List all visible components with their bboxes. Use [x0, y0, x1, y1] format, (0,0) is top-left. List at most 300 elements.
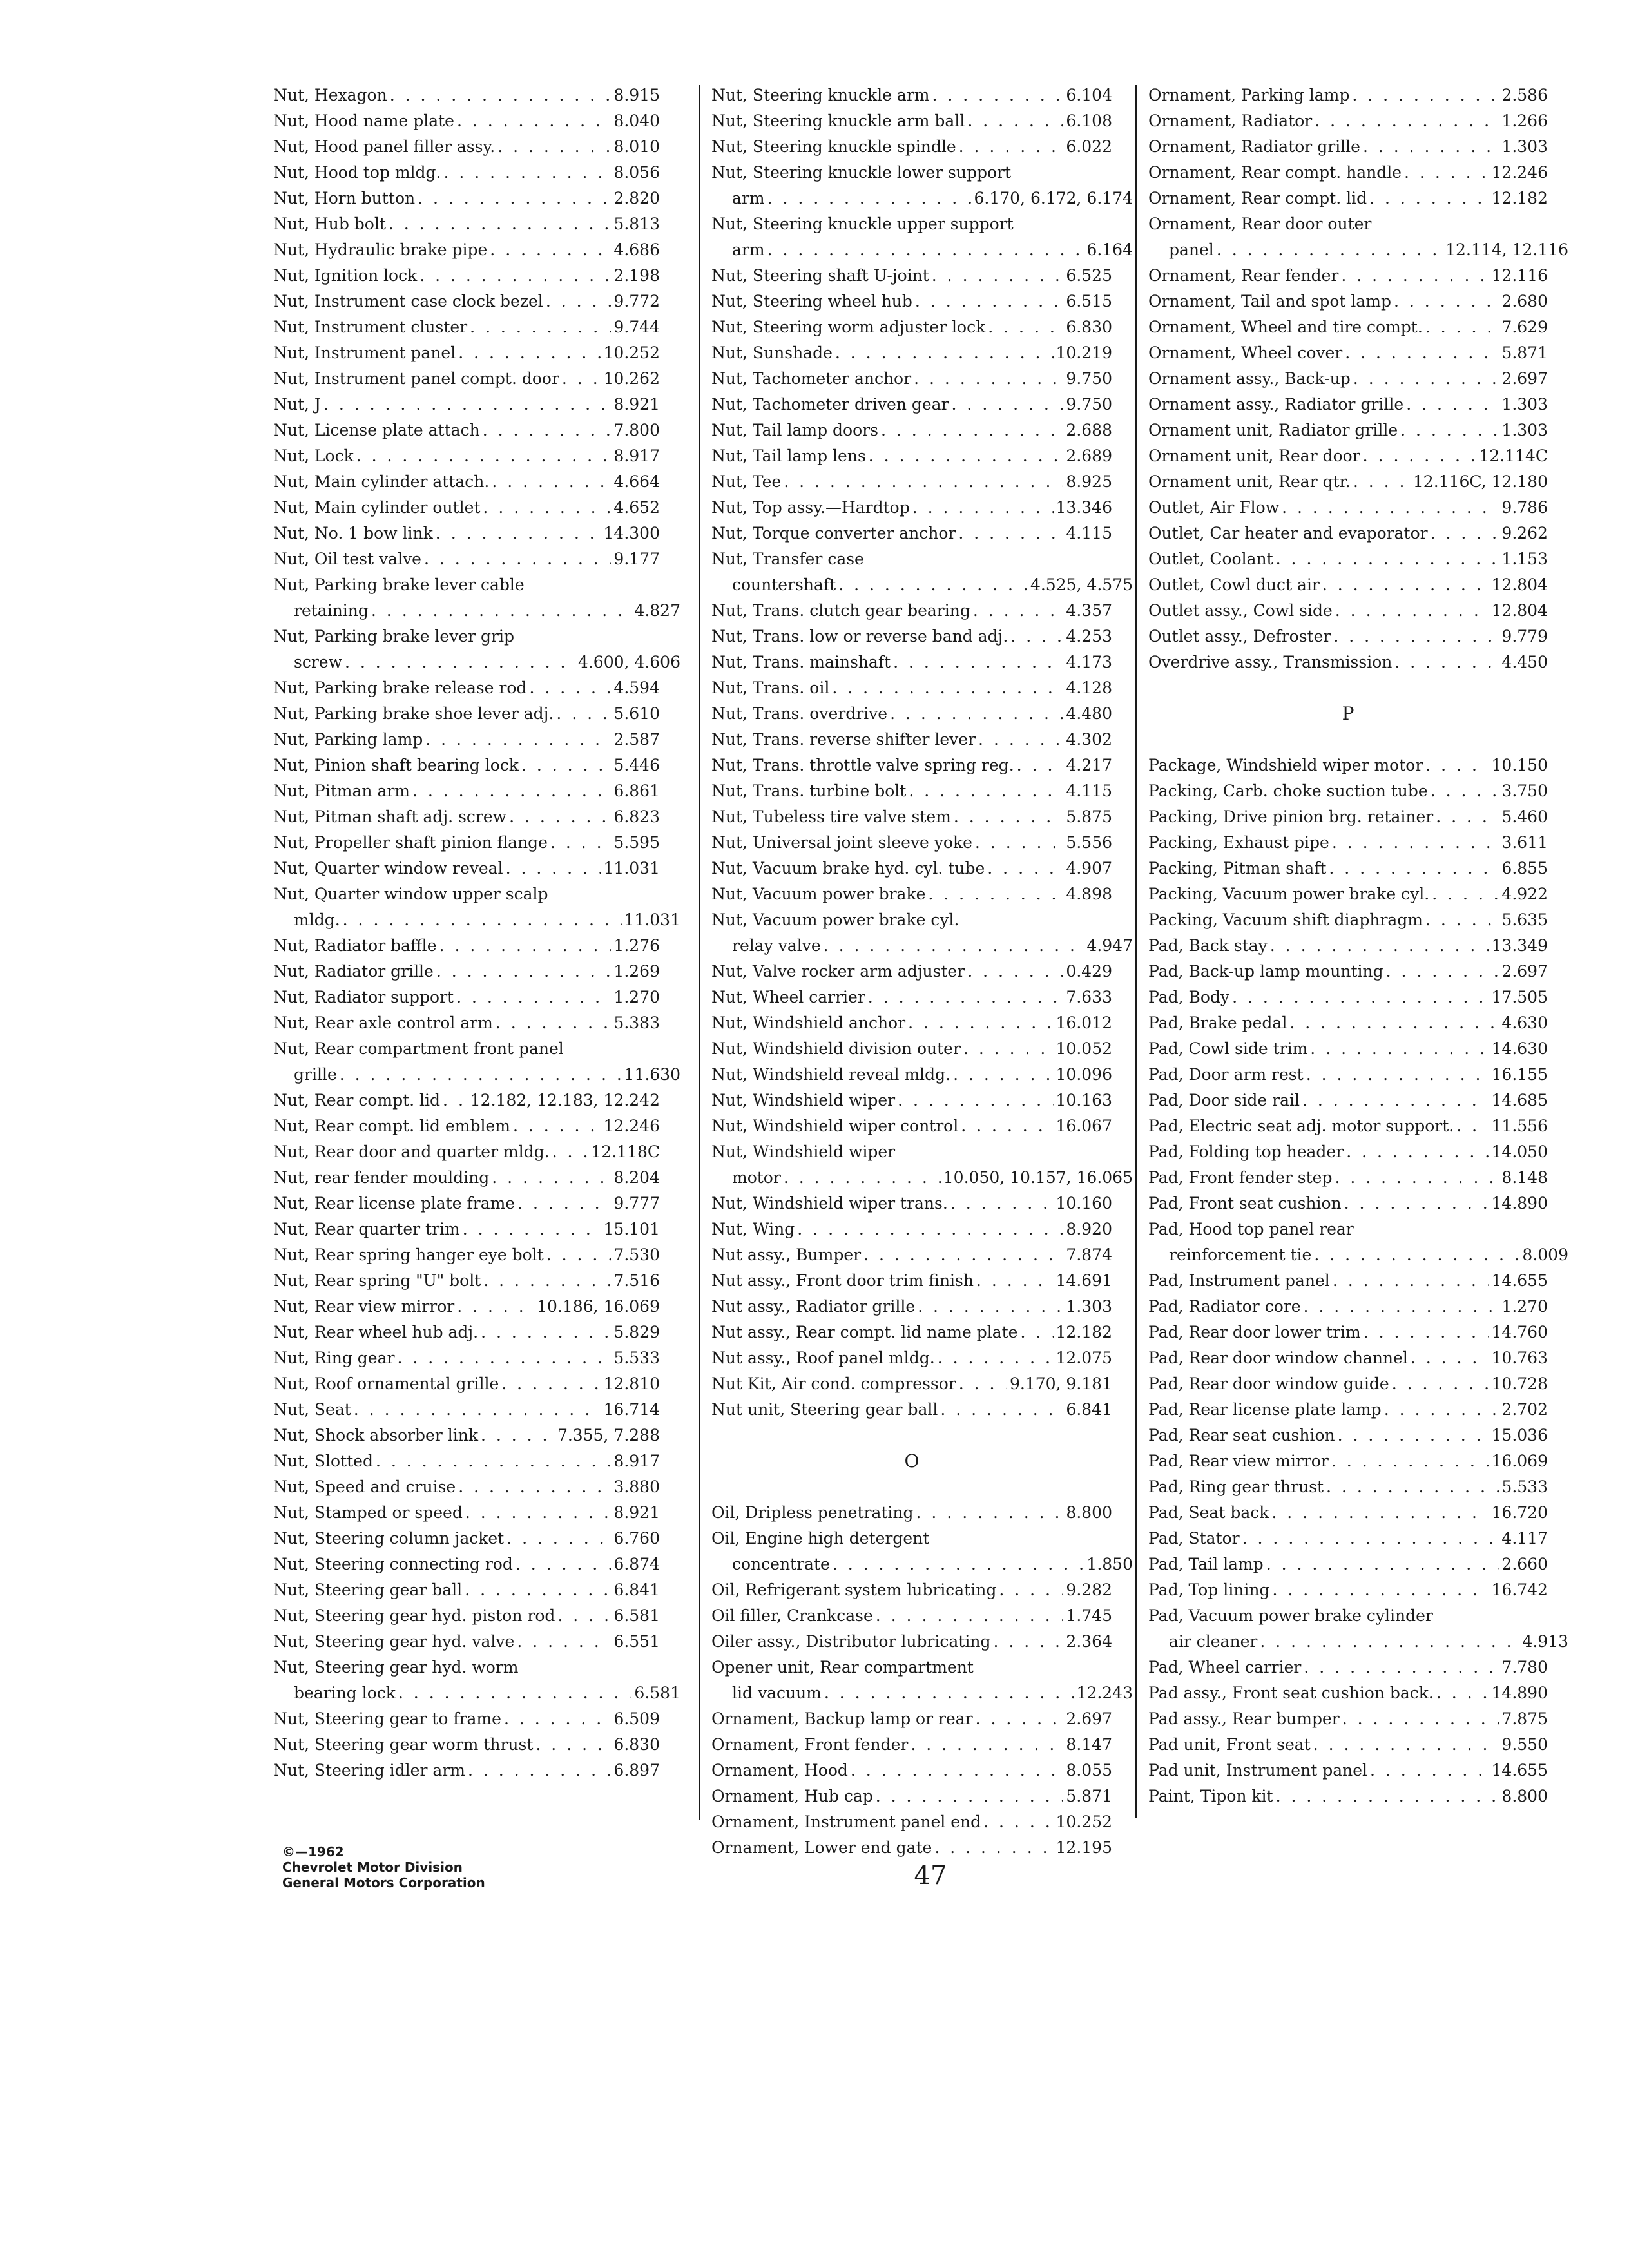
entry-label: Nut, Hydraulic brake pipe: [273, 240, 488, 259]
page-number: 47: [914, 1861, 947, 1890]
entry-reference-number: 10.160: [1055, 1194, 1112, 1213]
index-entry: [273, 1732, 660, 1758]
entry-label: Nut, Windshield division outer: [711, 1039, 961, 1058]
dot-leader: [876, 1603, 1064, 1629]
dot-leader: [1394, 289, 1499, 314]
entry-reference-number: 7.800: [613, 421, 660, 439]
dot-leader: [490, 237, 611, 263]
entry-reference-number: 9.262: [1501, 524, 1548, 543]
entry-label: Opener unit, Rear compartment: [711, 1658, 974, 1677]
index-entry: [711, 1603, 1112, 1629]
index-entry: [273, 1552, 660, 1577]
entry-label: Nut, Quarter window reveal: [273, 859, 503, 878]
entry-label: relay valve: [732, 936, 821, 955]
dot-leader: [439, 933, 612, 959]
entry-label: Nut, Parking brake release rod: [273, 678, 527, 697]
index-entry: [711, 263, 1112, 289]
index-entry: [273, 314, 660, 340]
dot-leader: [1326, 1474, 1499, 1500]
entry-reference-number: 9.744: [613, 318, 660, 336]
entry-label: Nut, Pitman arm: [273, 782, 410, 800]
entry-reference-number: 12.116C, 12.180: [1412, 472, 1548, 491]
dot-leader: [1333, 1268, 1489, 1294]
index-entry: [1148, 1139, 1548, 1165]
entry-reference-number: 4.600, 4.606: [577, 653, 680, 671]
index-entry-continuation: [711, 186, 1133, 211]
entry-label: lid vacuum: [732, 1684, 822, 1702]
index-entry: [273, 624, 660, 649]
entry-reference-number: 1.303: [1501, 421, 1548, 439]
entry-reference-number: 4.217: [1066, 756, 1112, 774]
index-entry: [711, 1371, 1112, 1397]
index-entry: [711, 598, 1112, 624]
entry-reference-number: 4.117: [1501, 1529, 1548, 1548]
entry-label: Nut, Sunshade: [711, 343, 833, 362]
entry-reference-number: 4.947: [1086, 936, 1133, 955]
dot-leader: [959, 1371, 1007, 1397]
entry-reference-number: 15.036: [1491, 1426, 1548, 1445]
entry-reference-number: 9.170, 9.181: [1009, 1374, 1112, 1393]
entry-reference-number: 9.750: [1066, 369, 1112, 388]
entry-label: Pad assy., Rear bumper: [1148, 1709, 1340, 1728]
entry-reference-number: 6.897: [613, 1761, 660, 1780]
entry-label: Outlet assy., Cowl side: [1148, 601, 1333, 620]
index-entry: [711, 1113, 1112, 1139]
entry-reference-number: 11.031: [603, 859, 660, 878]
entry-reference-number: 4.525, 4.575: [1030, 575, 1133, 594]
dot-leader: [556, 701, 611, 727]
entry-reference-number: 4.450: [1501, 653, 1548, 671]
dot-leader: [1369, 186, 1489, 211]
dot-leader: [954, 804, 1064, 830]
dot-leader: [1332, 830, 1499, 856]
entry-reference-number: 5.635: [1501, 910, 1548, 929]
entry-reference-number: 8.056: [613, 163, 660, 182]
entry-reference-number: 9.786: [1501, 498, 1548, 517]
entry-reference-number: 16.067: [1055, 1117, 1112, 1135]
entry-label: Nut, Stamped or speed: [273, 1503, 463, 1522]
index-entry: [1148, 1526, 1548, 1552]
index-entry: [711, 495, 1112, 521]
entry-reference-number: 2.702: [1501, 1400, 1548, 1419]
dot-leader: [424, 546, 611, 572]
entry-label: Ornament, Lower end gate: [711, 1838, 932, 1857]
dot-leader: [1242, 1526, 1499, 1552]
dot-leader: [389, 211, 612, 237]
index-entry: [273, 1216, 660, 1242]
index-entry: [711, 804, 1112, 830]
entry-label: Nut, Steering connecting rod: [273, 1555, 513, 1573]
entry-label: Pad, Rear license plate lamp: [1148, 1400, 1382, 1419]
index-entry: [1148, 1448, 1548, 1474]
index-entry: [273, 134, 660, 160]
dot-leader: [1346, 1139, 1489, 1165]
entry-reference-number: 4.686: [613, 240, 660, 259]
column-divider: [699, 85, 700, 1820]
entry-label: Ornament, Radiator: [1148, 111, 1313, 130]
index-entry: [711, 1732, 1112, 1758]
entry-reference-number: 12.114C: [1479, 447, 1548, 465]
section-heading: O: [904, 1450, 920, 1472]
entry-label: motor: [732, 1168, 781, 1187]
entry-label: Nut, Shock absorber link: [273, 1426, 478, 1445]
index-entry: [711, 314, 1112, 340]
entry-label: Nut, Rear axle control arm: [273, 1014, 493, 1032]
index-entry: [273, 237, 660, 263]
index-entry: [1148, 1783, 1548, 1809]
entry-reference-number: 9.779: [1501, 627, 1548, 646]
entry-reference-number: 4.922: [1501, 885, 1548, 903]
entry-label: Overdrive assy., Transmission: [1148, 653, 1393, 671]
index-entry: [1148, 1500, 1548, 1526]
entry-reference-number: 4.253: [1066, 627, 1112, 646]
dot-leader: [983, 1809, 1053, 1835]
dot-leader: [481, 1423, 555, 1448]
entry-reference-number: 6.164: [1086, 240, 1133, 259]
entry-label: Nut, No. 1 bow link: [273, 524, 433, 543]
entry-label: Pad, Instrument panel: [1148, 1271, 1330, 1290]
entry-reference-number: 8.055: [1066, 1761, 1112, 1780]
entry-label: Nut assy., Radiator grille: [711, 1297, 916, 1316]
dot-leader: [323, 392, 611, 418]
dot-leader: [529, 675, 611, 701]
entry-label: Pad, Rear view mirror: [1148, 1452, 1329, 1470]
entry-label: Nut, Steering shaft U-joint: [711, 266, 929, 285]
index-entry: [273, 1526, 660, 1552]
entry-reference-number: 6.841: [1066, 1400, 1112, 1419]
entry-reference-number: 5.446: [613, 756, 660, 774]
index-entry: [1148, 907, 1548, 933]
entry-label: Pad, Door arm rest: [1148, 1065, 1304, 1084]
entry-reference-number: 8.925: [1066, 472, 1112, 491]
entry-reference-number: 16.155: [1491, 1065, 1548, 1084]
dot-leader: [1353, 469, 1411, 495]
index-entry: [711, 753, 1112, 778]
entry-reference-number: 6.581: [634, 1684, 680, 1702]
entry-reference-number: 3.880: [613, 1477, 660, 1496]
index-entry: [273, 1371, 660, 1397]
entry-label: Nut, Parking lamp: [273, 730, 423, 749]
entry-reference-number: 10.052: [1055, 1039, 1112, 1058]
dot-leader: [1352, 82, 1499, 108]
index-entry: [711, 1010, 1112, 1036]
index-entry: [273, 211, 660, 237]
dot-leader: [1431, 778, 1499, 804]
dot-leader: [1272, 1577, 1489, 1603]
dot-leader: [552, 1139, 589, 1165]
index-entry-continuation: [273, 598, 680, 624]
entry-reference-number: 2.586: [1501, 86, 1548, 104]
dot-leader: [914, 366, 1063, 392]
entry-reference-number: 5.871: [1501, 343, 1548, 362]
entry-label: Ornament, Rear compt. handle: [1148, 163, 1402, 182]
entry-reference-number: 4.630: [1501, 1014, 1548, 1032]
entry-label: Nut, Steering idler arm: [273, 1761, 465, 1780]
entry-label: Pad, Top lining: [1148, 1581, 1270, 1599]
entry-reference-number: 2.680: [1501, 292, 1548, 311]
index-entry-continuation: [273, 1062, 680, 1088]
index-entry: [273, 263, 660, 289]
entry-label: air cleaner: [1169, 1632, 1258, 1651]
index-entry-continuation: [1148, 1629, 1568, 1655]
entry-label: Outlet, Cowl duct air: [1148, 575, 1320, 594]
entry-reference-number: 9.750: [1066, 395, 1112, 414]
entry-reference-number: 15.101: [603, 1220, 660, 1238]
index-entry: [273, 1397, 660, 1423]
entry-reference-number: 6.874: [613, 1555, 660, 1573]
entry-label: bearing lock: [294, 1684, 396, 1702]
entry-reference-number: 12.246: [603, 1117, 660, 1135]
index-entry: [1148, 134, 1548, 160]
dot-leader: [1344, 1191, 1489, 1216]
dot-leader: [1456, 1113, 1489, 1139]
index-entry: [711, 546, 1112, 572]
dot-leader: [501, 1371, 601, 1397]
dot-leader: [835, 340, 1054, 366]
entry-reference-number: 12.243: [1076, 1684, 1133, 1702]
dot-leader: [1217, 237, 1443, 263]
entry-label: Pad, Stator: [1148, 1529, 1240, 1548]
dot-leader: [1304, 1655, 1499, 1680]
entry-label: arm: [732, 189, 765, 207]
index-entry: [1148, 1216, 1548, 1242]
entry-label: Ornament assy., Radiator grille: [1148, 395, 1404, 414]
entry-reference-number: 16.720: [1491, 1503, 1548, 1522]
entry-reference-number: 4.594: [613, 678, 660, 697]
index-entry: [711, 289, 1112, 314]
entry-reference-number: 4.128: [1066, 678, 1112, 697]
index-entry-continuation: [711, 1165, 1133, 1191]
entry-label: Nut, Trans. reverse shifter lever: [711, 730, 976, 749]
entry-reference-number: 9.777: [613, 1194, 660, 1213]
publisher-corporation: General Motors Corporation: [282, 1875, 485, 1890]
entry-reference-number: 2.697: [1501, 962, 1548, 981]
entry-reference-number: 2.198: [613, 266, 660, 285]
entry-reference-number: 8.010: [613, 137, 660, 156]
index-entry: [273, 1758, 660, 1783]
index-entry: [711, 830, 1112, 856]
index-entry: [1148, 1474, 1548, 1500]
entry-label: Nut, Trans. clutch gear bearing: [711, 601, 970, 620]
entry-label: Outlet, Car heater and evaporator: [1148, 524, 1428, 543]
dot-leader: [483, 418, 612, 443]
index-entry: [1148, 1294, 1548, 1320]
dot-leader: [1431, 521, 1499, 546]
entry-label: Nut, Lock: [273, 447, 354, 465]
entry-label: Nut, Hub bolt: [273, 215, 386, 233]
index-entry: [1148, 778, 1548, 804]
index-entry: [273, 546, 660, 572]
entry-reference-number: 10.252: [603, 343, 660, 362]
entry-reference-number: 10.096: [1055, 1065, 1112, 1084]
entry-reference-number: 6.760: [613, 1529, 660, 1548]
entry-label: Nut, Top assy.—Hardtop: [711, 498, 910, 517]
entry-reference-number: 5.533: [613, 1349, 660, 1367]
index-entry: [711, 1809, 1112, 1835]
dot-leader: [397, 1345, 611, 1371]
entry-label: Package, Windshield wiper motor: [1148, 756, 1423, 774]
dot-leader: [513, 1113, 601, 1139]
dot-leader: [912, 495, 1054, 521]
index-entry: [1148, 340, 1548, 366]
dot-leader: [1342, 1706, 1499, 1732]
entry-reference-number: 5.875: [1066, 807, 1112, 826]
dot-leader: [481, 1320, 611, 1345]
dot-leader: [340, 1062, 622, 1088]
entry-reference-number: 12.114, 12.116: [1445, 240, 1568, 259]
entry-reference-number: 14.760: [1491, 1323, 1548, 1341]
index-entry: [711, 134, 1112, 160]
index-entry: [1148, 1577, 1548, 1603]
entry-label: Nut, Universal joint sleeve yoke: [711, 833, 972, 852]
entry-reference-number: 8.147: [1066, 1735, 1112, 1754]
index-entry: [1148, 1397, 1548, 1423]
entry-reference-number: 16.714: [603, 1400, 660, 1419]
index-entry: [711, 211, 1112, 237]
entry-label: Ornament, Backup lamp or rear: [711, 1709, 973, 1728]
entry-label: Nut, Hexagon: [273, 86, 387, 104]
entry-reference-number: 4.115: [1066, 524, 1112, 543]
dot-leader: [419, 263, 611, 289]
entry-reference-number: 7.629: [1501, 318, 1548, 336]
entry-reference-number: 16.069: [1491, 1452, 1548, 1470]
index-entry: [1148, 830, 1548, 856]
entry-reference-number: 7.516: [613, 1271, 660, 1290]
entry-reference-number: 8.917: [613, 1452, 660, 1470]
entry-label: Nut, Windshield wiper: [711, 1091, 896, 1110]
index-entry: [711, 1242, 1112, 1268]
entry-reference-number: 6.108: [1066, 111, 1112, 130]
entry-reference-number: 4.664: [613, 472, 660, 491]
entry-label: Nut, Rear spring "U" bolt: [273, 1271, 481, 1290]
entry-reference-number: 4.652: [613, 498, 660, 517]
entry-reference-number: 10.050, 10.157, 16.065: [943, 1168, 1133, 1187]
entry-label: Nut, Ignition lock: [273, 266, 418, 285]
dot-leader: [869, 443, 1064, 469]
dot-leader: [1266, 1552, 1499, 1577]
entry-reference-number: 11.031: [624, 910, 680, 929]
entry-label: Nut, Tail lamp doors: [711, 421, 878, 439]
index-entry: [1148, 1371, 1548, 1397]
index-entry: [1148, 314, 1548, 340]
entry-label: Nut, Instrument panel: [273, 343, 456, 362]
index-entry: [273, 340, 660, 366]
entry-label: Nut, Transfer case: [711, 550, 864, 568]
index-entry: [273, 186, 660, 211]
entry-reference-number: 10.252: [1055, 1812, 1112, 1831]
entry-label: Nut, Main cylinder attach.: [273, 472, 490, 491]
index-entry: [711, 443, 1112, 469]
entry-label: Nut, Roof ornamental grille: [273, 1374, 499, 1393]
dot-leader: [893, 649, 1063, 675]
entry-label: Nut, Main cylinder outlet: [273, 498, 481, 517]
entry-reference-number: 6.861: [613, 782, 660, 800]
index-entry-continuation: [711, 1552, 1133, 1577]
entry-reference-number: 9.282: [1066, 1581, 1112, 1599]
dot-leader: [953, 1062, 1053, 1088]
entry-label: Nut, Parking brake lever grip: [273, 627, 514, 646]
dot-leader: [940, 1397, 1063, 1423]
entry-label: Pad, Front seat cushion: [1148, 1194, 1342, 1213]
entry-label: Pad, Back-up lamp mounting: [1148, 962, 1383, 981]
entry-label: Nut, Trans. mainshaft: [711, 653, 891, 671]
index-entry-continuation: [711, 1680, 1133, 1706]
dot-leader: [390, 82, 612, 108]
entry-label: Nut, Windshield wiper: [711, 1142, 896, 1161]
entry-label: Oil, Refrigerant system lubricating: [711, 1581, 997, 1599]
entry-reference-number: 1.266: [1501, 111, 1548, 130]
entry-label: Ornament, Front fender: [711, 1735, 909, 1754]
index-entry: [273, 495, 660, 521]
entry-label: Nut, Steering column jacket: [273, 1529, 505, 1548]
dot-leader: [976, 1268, 1054, 1294]
index-entry: [273, 753, 660, 778]
entry-label: Nut, J: [273, 395, 321, 414]
entry-reference-number: 7.780: [1501, 1658, 1548, 1677]
dot-leader: [851, 1758, 1064, 1783]
entry-label: Ornament, Wheel and tire compt.: [1148, 318, 1423, 336]
dot-leader: [1304, 1294, 1499, 1320]
entry-label: Pad, Hood top panel rear: [1148, 1220, 1354, 1238]
index-entry: [273, 1423, 660, 1448]
entry-reference-number: 6.170, 6.172, 6.174: [974, 189, 1133, 207]
index-entry: [1148, 856, 1548, 881]
dot-leader: [492, 469, 611, 495]
entry-label: Nut, Rear door and quarter mldg.: [273, 1142, 550, 1161]
index-entry: [711, 1294, 1112, 1320]
index-entry: [711, 418, 1112, 443]
dot-leader: [928, 881, 1063, 907]
index-entry: [273, 418, 660, 443]
index-entry: [1148, 469, 1548, 495]
dot-leader: [784, 1165, 941, 1191]
entry-label: Ornament unit, Rear door: [1148, 447, 1360, 465]
entry-label: retaining: [294, 601, 369, 620]
dot-leader: [546, 289, 612, 314]
entry-label: Packing, Exhaust pipe: [1148, 833, 1329, 852]
dot-leader: [1331, 1448, 1489, 1474]
dot-leader: [975, 830, 1064, 856]
index-entry: [711, 1191, 1112, 1216]
entry-reference-number: 5.383: [613, 1014, 660, 1032]
entry-reference-number: 8.040: [613, 111, 660, 130]
entry-reference-number: 12.182, 12.183, 12.242: [470, 1091, 660, 1110]
entry-label: Nut, Windshield anchor: [711, 1014, 906, 1032]
entry-label: Pad, Radiator core: [1148, 1297, 1301, 1316]
entry-reference-number: 2.364: [1066, 1632, 1112, 1651]
index-entry: [1148, 546, 1548, 572]
index-entry: [711, 624, 1112, 649]
entry-reference-number: 2.660: [1501, 1555, 1548, 1573]
entry-label: Packing, Carb. choke suction tube: [1148, 782, 1428, 800]
dot-leader: [1270, 933, 1489, 959]
entry-label: Nut, Steering gear to frame: [273, 1709, 501, 1728]
dot-leader: [1406, 392, 1499, 418]
dot-leader: [1386, 959, 1499, 985]
entry-label: Nut, Radiator baffle: [273, 936, 437, 955]
entry-label: Nut, Horn button: [273, 189, 416, 207]
entry-reference-number: 12.182: [1491, 189, 1548, 207]
index-entry: [1148, 1062, 1548, 1088]
entry-reference-number: 4.480: [1066, 704, 1112, 723]
entry-label: reinforcement tie: [1169, 1245, 1312, 1264]
entry-label: Oil filler, Crankcase: [711, 1606, 873, 1625]
dot-leader: [1341, 263, 1489, 289]
dot-leader: [916, 1500, 1064, 1526]
entry-reference-number: 6.104: [1066, 86, 1112, 104]
dot-leader: [833, 1552, 1084, 1577]
entry-reference-number: 1.269: [613, 962, 660, 981]
